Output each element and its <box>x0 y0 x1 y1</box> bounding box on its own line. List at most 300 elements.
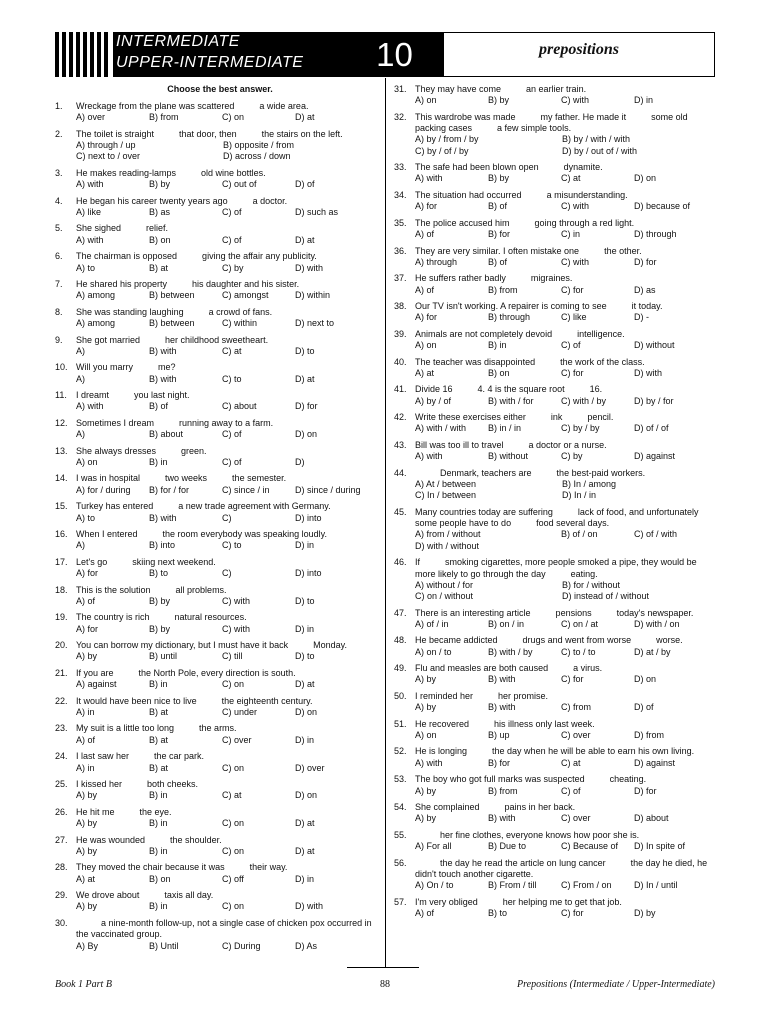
answer-option[interactable]: C) by / by <box>561 423 600 434</box>
answer-option[interactable]: D) In / in <box>562 490 597 501</box>
answer-option[interactable]: A) to <box>76 512 96 523</box>
answer-option[interactable]: D) at <box>295 679 315 690</box>
answer-option[interactable]: A) by <box>76 790 98 801</box>
answer-option[interactable]: D) on <box>634 674 657 685</box>
answer-options <box>415 529 716 552</box>
question-number: 38. <box>394 301 407 312</box>
answer-options <box>415 368 716 379</box>
answer-options <box>76 429 375 440</box>
answer-option[interactable]: B) through <box>488 312 531 323</box>
answer-option[interactable]: A) by <box>76 901 98 912</box>
answer-option[interactable]: B) at <box>149 734 169 745</box>
question-number: 18. <box>55 584 68 595</box>
answer-option[interactable]: C) on <box>222 818 245 829</box>
answer-option[interactable]: B) into <box>149 540 176 551</box>
answer-option[interactable]: A) on <box>415 730 437 740</box>
answer-option[interactable]: C) to <box>222 373 242 384</box>
answer-option[interactable]: A) with <box>415 451 443 462</box>
answer-option[interactable]: C) out of <box>222 179 257 190</box>
answer-option[interactable]: B) in <box>488 340 507 351</box>
question-item <box>394 635 716 658</box>
question-number: 25. <box>55 779 68 790</box>
question-text: I reminded her her promise. <box>415 690 549 701</box>
answer-option[interactable]: D) on <box>295 707 318 717</box>
answer-option[interactable]: A) <box>76 345 85 356</box>
answer-option[interactable]: A) <box>76 429 85 440</box>
answer-option[interactable]: D) over <box>295 762 325 773</box>
answer-option[interactable]: A) with <box>76 234 104 245</box>
answer-option[interactable]: D) to <box>295 345 315 356</box>
answer-option[interactable]: B) Until <box>149 940 179 951</box>
answer-option[interactable]: D) for <box>295 401 318 412</box>
question-number: 46. <box>394 557 407 568</box>
answer-option[interactable]: C) of <box>222 206 242 217</box>
answer-options <box>76 846 375 857</box>
answer-option[interactable]: C) of <box>561 340 581 351</box>
answer-option[interactable]: C) on <box>222 112 245 123</box>
answer-option[interactable]: D) as <box>634 284 656 295</box>
answer-option[interactable]: C) <box>222 568 232 579</box>
answer-option[interactable]: B) with / by <box>488 646 533 657</box>
answer-option[interactable]: A) of <box>76 595 96 606</box>
answer-option[interactable]: A) by <box>415 813 437 824</box>
answer-option[interactable]: A) through <box>415 256 458 267</box>
answer-option[interactable]: C) with <box>561 201 590 212</box>
answer-option[interactable]: A) by <box>415 785 437 796</box>
answer-options <box>415 340 716 351</box>
question-item <box>55 612 375 635</box>
answer-option[interactable]: B) without <box>488 451 529 462</box>
answer-options <box>415 619 716 630</box>
answer-option[interactable]: A) against <box>76 679 117 690</box>
answer-option[interactable]: C) at <box>222 345 242 356</box>
answer-option[interactable]: A) with <box>415 757 443 768</box>
answer-option[interactable]: C) like <box>561 312 587 323</box>
answer-option[interactable]: D) such as <box>295 206 339 217</box>
answer-option[interactable]: C) of <box>222 234 242 245</box>
question-number: 7. <box>55 278 63 289</box>
answer-option[interactable]: D) for <box>634 785 657 796</box>
answer-option[interactable]: B) on / in <box>488 618 525 629</box>
answer-option[interactable]: B) with <box>149 373 177 384</box>
answer-option[interactable]: A) for <box>415 201 438 212</box>
answer-option[interactable]: B) for <box>488 757 511 768</box>
answer-option[interactable]: C) on / at <box>561 618 599 629</box>
answer-option[interactable]: A) on / to <box>415 646 452 657</box>
answer-option[interactable]: A) with / with <box>415 423 467 434</box>
answer-option[interactable]: C) on <box>222 845 245 856</box>
answer-option[interactable]: B) opposite / from <box>223 140 295 151</box>
answer-option[interactable]: D) against <box>634 451 676 462</box>
answer-option[interactable]: C) for <box>561 907 584 918</box>
header-banner <box>55 32 715 77</box>
answer-option[interactable]: B) with / for <box>488 395 534 406</box>
answer-option[interactable]: A) On / to <box>415 880 454 891</box>
answer-option[interactable]: C) in <box>561 229 581 240</box>
answer-option[interactable]: D) on <box>295 790 318 801</box>
answer-option[interactable]: C) During <box>222 940 261 951</box>
answer-option[interactable]: D) at <box>295 373 315 384</box>
answer-option[interactable]: D) at <box>295 112 315 123</box>
answer-option[interactable]: B) for / for <box>149 484 190 495</box>
answer-option[interactable]: B) in <box>149 456 168 467</box>
footer-book: Book 1 Part B <box>55 979 112 990</box>
answer-option[interactable]: D) to <box>295 651 315 662</box>
answer-option[interactable]: D) of / of <box>634 423 669 434</box>
answer-option[interactable]: C) by <box>561 451 583 462</box>
answer-option[interactable]: D) at / by <box>634 646 671 657</box>
answer-options <box>415 702 716 713</box>
answer-option[interactable]: C) amongst <box>222 290 269 301</box>
answer-option[interactable]: C) at <box>561 173 581 184</box>
answer-option[interactable]: D) in <box>295 623 315 634</box>
answer-option[interactable]: C) over <box>561 813 591 824</box>
question-text: The toilet is straight that door, then the stairs on the left. <box>76 128 343 139</box>
answer-option[interactable]: D) next to <box>295 318 335 329</box>
answer-option[interactable]: B) in <box>149 790 168 801</box>
answer-option[interactable]: D) with <box>634 367 663 378</box>
answer-option[interactable]: A) for / during <box>76 484 131 495</box>
answer-option[interactable]: D) by <box>634 907 656 918</box>
answer-option[interactable]: C) under <box>222 707 258 717</box>
answer-option[interactable]: C) on / without <box>415 591 474 602</box>
question-text: Turkey has entered a new trade agreement with Germany. <box>76 501 331 512</box>
answer-option[interactable]: C) since / in <box>222 484 270 495</box>
answer-option[interactable]: D) <box>295 456 305 467</box>
column-divider <box>385 78 386 968</box>
answer-option[interactable]: D) without <box>634 340 675 351</box>
answer-option[interactable]: A) at <box>76 873 96 884</box>
question-item <box>55 751 375 774</box>
answer-option[interactable]: A) By <box>76 940 99 951</box>
question-text: He makes reading-lamps old wine bottles. <box>76 167 266 178</box>
answer-option[interactable]: D) at <box>295 818 315 829</box>
answer-option[interactable]: B) from <box>488 785 518 796</box>
answer-option[interactable]: A) with <box>76 179 104 190</box>
answer-option[interactable]: A) at <box>415 367 435 378</box>
answer-option[interactable]: D) instead of / without <box>562 591 650 602</box>
question-text: She sighed relief. <box>76 223 169 234</box>
answer-option[interactable]: B) about <box>149 429 184 440</box>
answer-option[interactable]: A) by / of <box>415 395 452 406</box>
answer-option[interactable]: B) in <box>149 845 168 856</box>
question-text: There is an interesting article pensions today's newspaper. <box>415 607 694 618</box>
answer-option[interactable]: D) at <box>295 234 315 245</box>
question-number: 15. <box>55 501 68 512</box>
answer-option[interactable]: B) for / without <box>562 579 621 590</box>
answer-option[interactable]: D) by / for <box>634 395 674 406</box>
answer-options <box>415 786 716 797</box>
answer-option[interactable]: A) <box>76 373 85 384</box>
answer-option[interactable]: A) among <box>76 318 116 329</box>
answer-option[interactable]: C) of <box>222 456 242 467</box>
answer-option[interactable]: B) to <box>149 568 169 579</box>
question-text: Will you marry me? <box>76 362 176 373</box>
answer-option[interactable]: D) for <box>634 256 657 267</box>
question-item <box>394 691 716 714</box>
answer-option[interactable]: C) of <box>222 429 242 440</box>
question-text: the day he read the article on lung cancer the day he died, he didn't touch another cigarette. <box>415 857 710 879</box>
question-text: The chairman is opposed giving the affair any publicity. <box>76 251 317 262</box>
answer-option[interactable]: C) till <box>222 651 243 662</box>
answer-option[interactable]: A) on <box>415 340 437 351</box>
answer-option[interactable]: B) by / with / with <box>562 134 631 145</box>
answer-option[interactable]: A) by <box>76 818 98 829</box>
answer-option[interactable]: A) on <box>76 456 98 467</box>
answer-option[interactable]: B) with <box>488 702 516 713</box>
answer-options <box>415 257 716 268</box>
answer-option[interactable]: C) from <box>561 702 591 713</box>
answer-options <box>76 179 375 190</box>
answer-option[interactable]: C) at <box>222 790 242 801</box>
answer-option[interactable]: C) of / with <box>634 529 678 540</box>
answer-option[interactable]: D) on <box>295 429 318 440</box>
answer-option[interactable]: B) of <box>488 256 508 267</box>
answer-option[interactable]: A) of <box>76 734 96 745</box>
answer-options <box>76 763 375 774</box>
answer-option[interactable]: B) between <box>149 318 195 329</box>
answer-option[interactable]: D) within <box>295 290 331 301</box>
answer-option[interactable]: D) in <box>295 734 315 745</box>
answer-option[interactable]: A) by <box>415 702 437 713</box>
answer-option[interactable]: B) on <box>149 873 171 884</box>
answer-option[interactable]: B) from <box>488 284 518 295</box>
answer-option[interactable]: D) from <box>634 730 664 740</box>
answer-option[interactable]: A) in <box>76 762 95 773</box>
answer-option[interactable]: B) in <box>149 818 168 829</box>
question-number: 23. <box>55 723 68 734</box>
answer-option[interactable]: B) in <box>149 679 168 690</box>
answer-option[interactable]: C) for <box>561 284 584 295</box>
answer-option[interactable]: B) of <box>149 401 169 412</box>
answer-option[interactable]: D) through <box>634 229 677 240</box>
question-number: 48. <box>394 635 407 646</box>
answer-option[interactable]: B) from <box>149 112 179 123</box>
answer-option[interactable]: D) against <box>634 757 676 768</box>
answer-option[interactable]: B) by <box>149 623 171 634</box>
answer-option[interactable]: C) for <box>561 674 584 685</box>
answer-option[interactable]: B) to <box>488 907 508 918</box>
answer-option[interactable]: C) on <box>222 679 245 690</box>
answer-option[interactable]: C) Because of <box>561 841 619 852</box>
answer-option[interactable]: A) for <box>76 623 99 634</box>
answer-option[interactable]: D) about <box>634 813 669 824</box>
question-item <box>394 746 716 769</box>
answer-option[interactable]: B) on <box>149 234 171 245</box>
answer-option[interactable]: A) of <box>415 284 435 295</box>
question-item <box>55 807 375 830</box>
answer-option[interactable]: D) across / down <box>223 151 291 162</box>
answer-option[interactable]: C) <box>222 512 232 523</box>
answer-option[interactable]: B) by <box>149 179 171 190</box>
answer-option[interactable]: A) by <box>76 651 98 662</box>
answer-option[interactable]: D) In / until <box>634 880 678 891</box>
answer-option[interactable]: C) with <box>222 623 251 634</box>
answer-option[interactable]: B) until <box>149 651 178 662</box>
answer-option[interactable]: A) in <box>76 707 95 717</box>
question-number: 55. <box>394 829 407 840</box>
answer-option[interactable]: C) with <box>561 256 590 267</box>
question-text: Denmark, teachers are the best-paid workers. <box>415 467 646 478</box>
answer-option[interactable]: B) with <box>149 512 177 523</box>
answer-options <box>76 513 375 524</box>
answer-option[interactable]: A) through / up <box>76 140 136 151</box>
answer-option[interactable]: A) of <box>415 229 435 240</box>
answer-option[interactable]: C) about <box>222 401 257 412</box>
question-item <box>394 858 716 892</box>
answer-option[interactable]: D) of <box>634 702 654 713</box>
answer-option[interactable]: D) in <box>295 540 315 551</box>
answer-option[interactable]: D) of <box>295 179 315 190</box>
answer-option[interactable]: A) with <box>415 173 443 184</box>
answer-options <box>76 624 375 635</box>
question-item <box>394 557 716 602</box>
answer-options <box>76 457 375 468</box>
answer-option[interactable]: A) to <box>76 262 96 273</box>
answer-option[interactable]: D) at <box>295 845 315 856</box>
question-text: My suit is a little too long the arms. <box>76 723 237 734</box>
answer-options <box>76 235 375 246</box>
answer-option[interactable] <box>488 529 561 540</box>
answer-options <box>76 568 375 579</box>
answer-option[interactable]: A) with <box>76 401 104 412</box>
question-text: Divide 16 4. 4 is the square root 16. <box>415 384 603 395</box>
answer-option[interactable]: A) for <box>76 568 99 579</box>
answer-option[interactable]: D) with <box>295 262 324 273</box>
answer-option[interactable]: C) with / by <box>561 395 607 406</box>
answer-option[interactable]: B) Due to <box>488 841 527 852</box>
answer-option[interactable]: A) <box>76 540 85 551</box>
answer-option[interactable]: C) off <box>222 873 244 884</box>
question-number: 1. <box>55 101 63 111</box>
answer-option[interactable]: D) in <box>295 873 315 884</box>
answer-option[interactable]: C) with <box>222 595 251 606</box>
answer-option[interactable]: A) for <box>415 312 438 323</box>
answer-option[interactable]: C) From / on <box>561 880 612 891</box>
answer-option[interactable]: B) at <box>149 762 169 773</box>
answer-option[interactable]: C) next to / over <box>76 151 141 162</box>
answer-option[interactable]: C) with <box>561 95 590 106</box>
question-number: 53. <box>394 774 407 785</box>
answer-option[interactable]: B) with <box>488 813 516 824</box>
answer-option[interactable]: C) to / to <box>561 646 596 657</box>
answer-option[interactable]: C) by <box>222 262 244 273</box>
answer-option[interactable]: A) of <box>415 907 435 918</box>
answer-option[interactable]: A) on <box>415 95 437 106</box>
question-text: He began his career twenty years ago a doctor. <box>76 195 288 206</box>
answer-option[interactable]: D) with / without <box>415 540 480 551</box>
answer-option[interactable]: C) over <box>222 734 252 745</box>
question-number: 11. <box>55 390 67 401</box>
level-line-1: INTERMEDIATE <box>116 33 240 50</box>
question-number: 41. <box>394 384 407 395</box>
answer-option[interactable]: A) like <box>76 206 102 217</box>
answer-option[interactable]: C) over <box>561 730 591 740</box>
answer-option[interactable]: B) by <box>488 95 510 106</box>
answer-option[interactable]: D) into <box>295 512 322 523</box>
answer-option[interactable]: C) on <box>222 762 245 773</box>
answer-option[interactable]: D) since / during <box>295 484 361 495</box>
answer-option[interactable]: D) by / out of / with <box>562 145 638 156</box>
answer-option[interactable]: B) for <box>488 229 511 240</box>
answer-option[interactable]: D) into <box>295 568 322 579</box>
answer-options <box>415 758 716 769</box>
question-text: We drove about taxis all day. <box>76 890 214 901</box>
answer-option[interactable]: C) by / of / by <box>415 145 469 156</box>
answer-option[interactable]: B) at <box>149 707 169 717</box>
answer-option[interactable]: D) with <box>295 901 324 912</box>
answer-option[interactable]: C) at <box>561 757 581 768</box>
answer-option[interactable]: C) for <box>561 367 584 378</box>
unit-number: 10 <box>376 36 413 73</box>
answer-option[interactable]: B) between <box>149 290 195 301</box>
answer-option[interactable]: B) In / among <box>562 479 617 490</box>
answer-option[interactable]: B) by <box>149 595 171 606</box>
answer-options <box>415 285 716 296</box>
answer-option[interactable]: C) within <box>222 318 258 329</box>
answer-option[interactable]: B) From / till <box>488 880 537 891</box>
answer-option[interactable]: C) of <box>561 785 581 796</box>
answer-option[interactable]: B) with <box>488 674 516 685</box>
answer-option[interactable]: A) among <box>76 290 116 301</box>
answer-option[interactable]: D) As <box>295 940 318 951</box>
answer-option[interactable]: A) by / from / by <box>415 134 479 145</box>
answer-option[interactable]: A) by <box>76 845 98 856</box>
answer-option[interactable]: D) in <box>634 95 654 106</box>
question-item <box>394 440 716 463</box>
answer-option[interactable]: B) as <box>149 206 171 217</box>
answer-options <box>76 735 375 746</box>
answer-option[interactable]: D) In spite of <box>634 841 686 852</box>
answer-option[interactable]: A) without / for <box>415 579 474 590</box>
question-item <box>55 251 375 274</box>
question-number: 27. <box>55 834 68 845</box>
answer-option[interactable]: B) by <box>488 173 510 184</box>
question-item <box>55 418 375 441</box>
answer-option[interactable]: B) of / on <box>561 529 598 540</box>
answer-option[interactable]: B) at <box>149 262 169 273</box>
answer-option[interactable]: B) with <box>149 345 177 356</box>
answer-option[interactable]: B) up <box>488 730 510 740</box>
question-text: If you are the North Pole, every direction is south. <box>76 667 296 678</box>
answer-options <box>415 396 716 407</box>
question-item <box>55 501 375 524</box>
answer-option[interactable]: A) of / in <box>415 618 449 629</box>
answer-option[interactable]: B) on <box>488 367 510 378</box>
answer-option[interactable]: B) of <box>488 201 508 212</box>
answer-option[interactable]: A) over <box>76 112 106 123</box>
answer-options <box>415 312 716 323</box>
answer-option[interactable]: D) because of <box>634 201 691 212</box>
answer-option[interactable]: B) in / in <box>488 423 522 434</box>
answer-options <box>76 707 375 718</box>
answer-option[interactable]: A) by <box>415 674 437 685</box>
answer-options <box>415 880 716 891</box>
answer-option[interactable]: A) At / between <box>415 479 477 490</box>
question-text: Our TV isn't working. A repairer is coming to see it today. <box>415 301 663 312</box>
answer-option[interactable]: D) to <box>295 595 315 606</box>
question-number: 35. <box>394 217 407 228</box>
answer-option[interactable]: A) from / without <box>415 529 481 540</box>
answer-option[interactable]: C) In / between <box>415 490 477 501</box>
answer-option[interactable]: D) - <box>634 312 649 323</box>
answer-option[interactable]: B) in <box>149 901 168 912</box>
answer-option[interactable]: D) on <box>634 173 657 184</box>
answer-option[interactable]: C) to <box>222 540 242 551</box>
answer-option[interactable]: A) For all <box>415 841 452 852</box>
answer-option[interactable]: C) on <box>222 901 245 912</box>
answer-option[interactable]: D) with / on <box>634 618 680 629</box>
